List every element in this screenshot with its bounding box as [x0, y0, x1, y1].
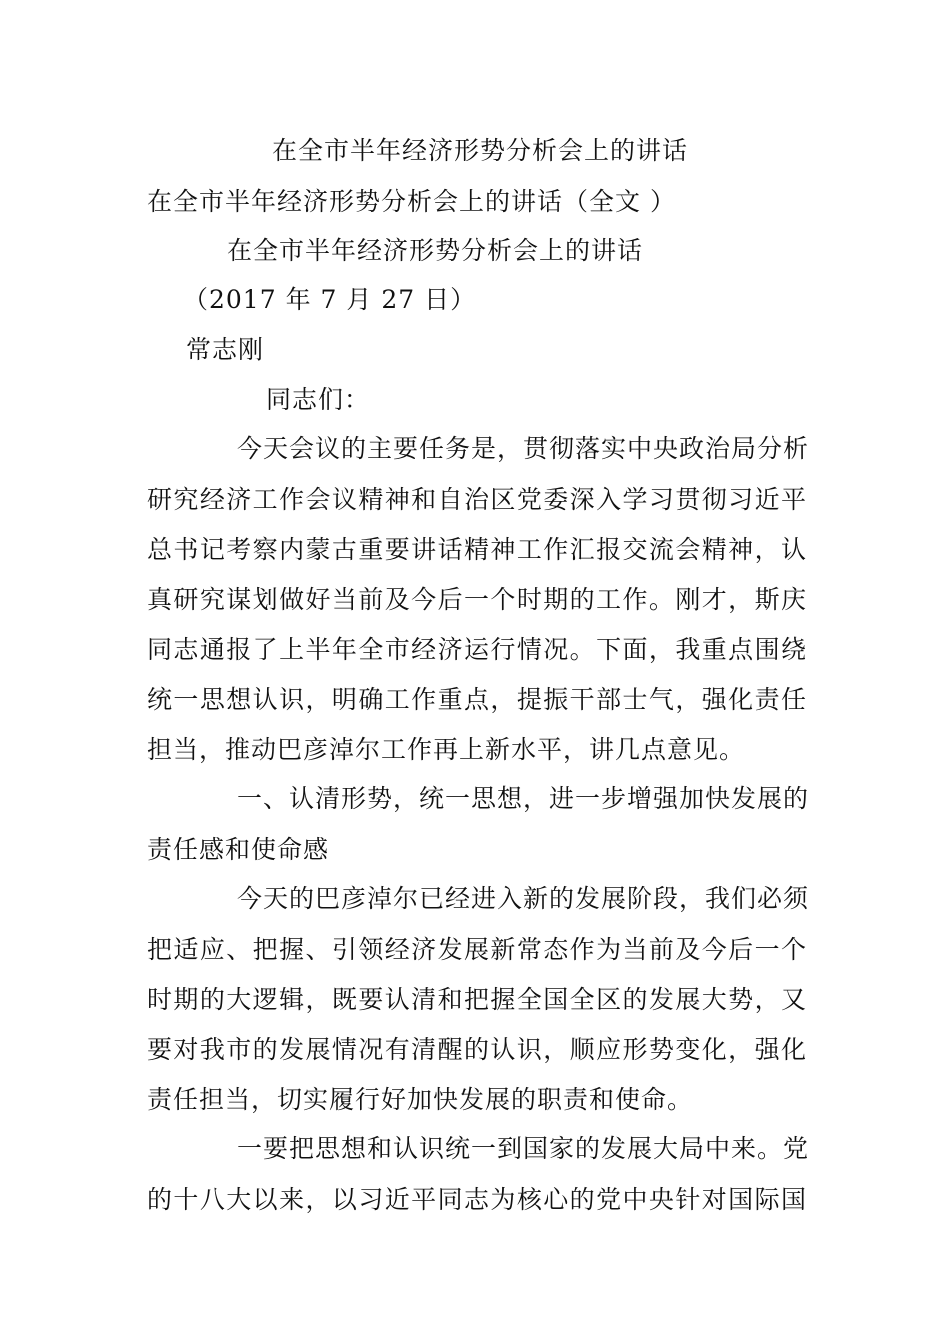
- speech-title: 在全市半年经济形势分析会上的讲话: [227, 236, 644, 265]
- paragraph-3-line-3: 时期的大逻辑，既要认清和把握全国全区的发展大势，又: [147, 985, 807, 1014]
- paragraph-3-line-1: 今天的巴彦淖尔已经进入新的发展阶段，我们必须: [237, 884, 810, 913]
- document-title: 在全市半年经济形势分析会上的讲话: [272, 136, 689, 165]
- paragraph-3-line-2: 把适应、把握、引领经济发展新常态作为当前及今后一个: [147, 935, 807, 964]
- salutation: 同志们：: [266, 385, 371, 414]
- document-subtitle: 在全市半年经济形势分析会上的讲话（全文 ）: [147, 187, 676, 216]
- paragraph-4-line-2: 的十八大以来，以习近平同志为核心的党中央针对国际国: [147, 1185, 807, 1214]
- paragraph-1-line-7: 担当，推动巴彦淖尔工作再上新水平，讲几点意见。: [147, 735, 746, 764]
- speech-date: （2017 年 7 月 27 日）: [183, 285, 477, 314]
- paragraph-1-line-4: 真研究谋划做好当前及今后一个时期的工作。刚才，斯庆: [147, 585, 807, 614]
- section-heading-line-1: 一、认清形势，统一思想，进一步增强加快发展的: [237, 784, 810, 813]
- paragraph-1-line-2: 研究经济工作会议精神和自治区党委深入学习贯彻习近平: [147, 485, 807, 514]
- paragraph-1-line-1: 今天会议的主要任务是，贯彻落实中央政治局分析: [237, 434, 810, 463]
- paragraph-4-line-1: 一要把思想和认识统一到国家的发展大局中来。党: [237, 1134, 810, 1163]
- paragraph-1-line-6: 统一思想认识，明确工作重点，提振干部士气，强化责任: [147, 685, 807, 714]
- paragraph-1-line-3: 总书记考察内蒙古重要讲话精神工作汇报交流会精神，认: [147, 535, 807, 564]
- paragraph-3-line-5: 责任担当，切实履行好加快发展的职责和使命。: [147, 1085, 694, 1114]
- section-heading-line-2: 责任感和使命感: [147, 835, 330, 864]
- paragraph-1-line-5: 同志通报了上半年全市经济运行情况。下面，我重点围绕: [147, 635, 807, 664]
- speaker-name: 常志刚: [186, 335, 265, 364]
- paragraph-3-line-4: 要对我市的发展情况有清醒的认识，顺应形势变化，强化: [147, 1035, 807, 1064]
